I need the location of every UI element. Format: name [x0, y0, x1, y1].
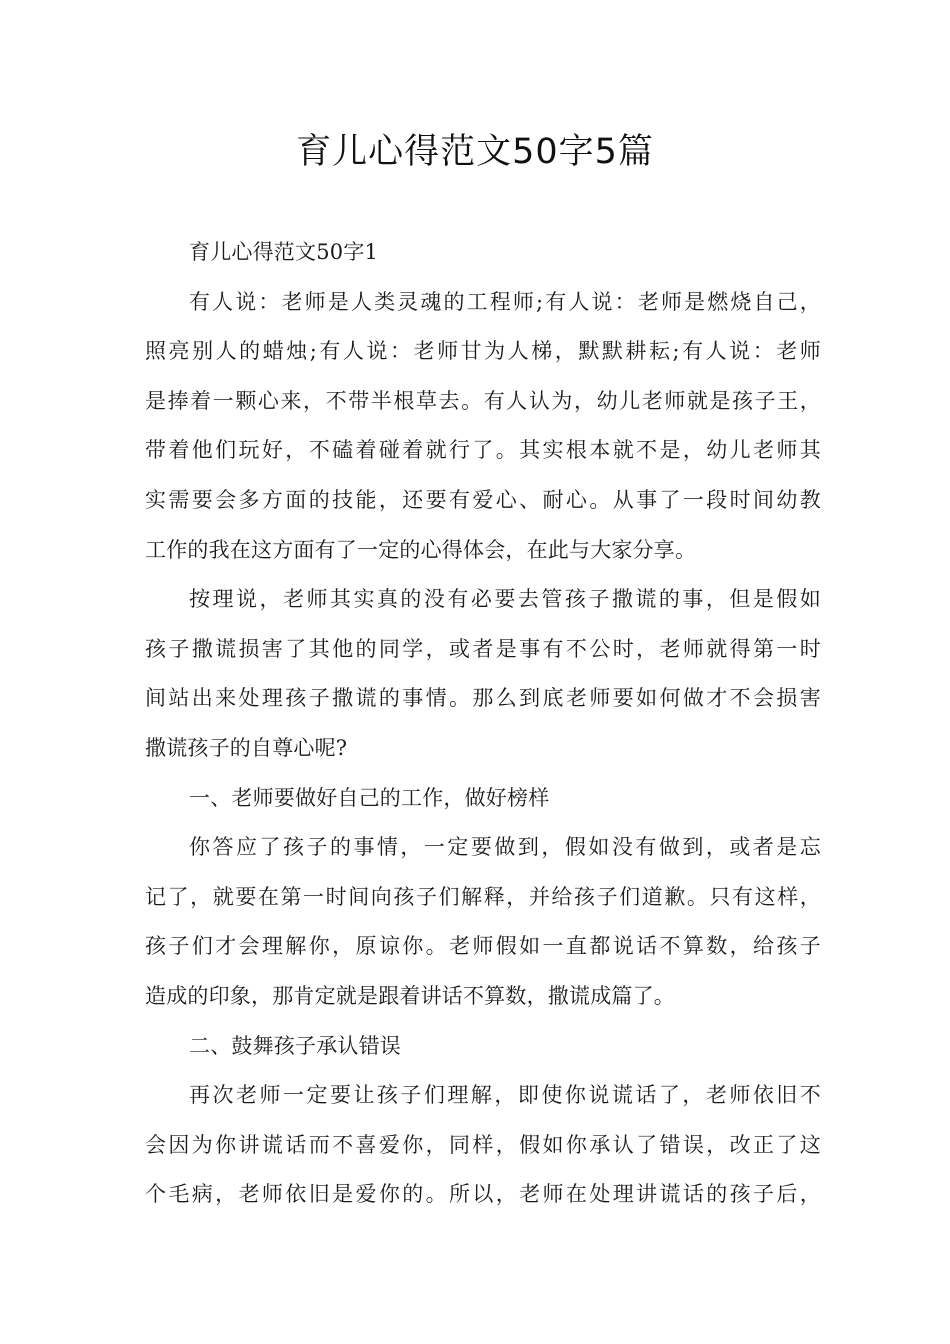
- document-title: 育儿心得范文50字5篇: [296, 132, 654, 172]
- text-line: 孩子撒谎损害了其他的同学，或者是事有不公时，老师就得第一时: [145, 636, 821, 661]
- text-line: 育儿心得范文50字1: [189, 240, 379, 264]
- text-line: 造成的印象，那肯定就是跟着讲话不算数，撒谎成篇了。: [145, 983, 675, 1008]
- text-line: 记了，就要在第一时间向孩子们解释，并给孩子们道歉。只有这样，: [145, 884, 821, 909]
- text-line: 工作的我在这方面有了一定的心得体会，在此与大家分享。: [145, 537, 697, 562]
- text-line: 间站出来处理孩子撒谎的事情。那么到底老师要如何做才不会损害: [145, 686, 821, 711]
- text-line: 带着他们玩好，不磕着碰着就行了。其实根本就不是，幼儿老师其: [145, 438, 821, 463]
- text-line: 孩子们才会理解你，原谅你。老师假如一直都说话不算数，给孩子: [145, 934, 821, 959]
- text-line: 是捧着一颗心来，不带半根草去。有人认为，幼儿老师就是孩子王，: [145, 388, 821, 413]
- text-line: 按理说，老师其实真的没有必要去管孩子撒谎的事，但是假如: [189, 587, 821, 612]
- text-line: 个毛病，老师依旧是爱你的。所以，老师在处理讲谎话的孩子后，: [145, 1182, 821, 1207]
- text-line: 你答应了孩子的事情，一定要做到，假如没有做到，或者是忘: [189, 835, 821, 860]
- text-line: 会因为你讲谎话而不喜爱你，同样，假如你承认了错误，改正了这: [145, 1132, 821, 1157]
- text-line: 有人说：老师是人类灵魂的工程师;有人说：老师是燃烧自己，: [189, 289, 821, 314]
- document-body: [145, 228, 821, 1220]
- text-line: 二、鼓舞孩子承认错误: [189, 1033, 401, 1058]
- text-line: 一、老师要做好自己的工作，做好榜样: [189, 785, 550, 810]
- text-line: 照亮别人的蜡烛;有人说：老师甘为人梯，默默耕耘;有人说：老师: [145, 339, 821, 364]
- text-line: 实需要会多方面的技能，还要有爱心、耐心。从事了一段时间幼教: [145, 487, 821, 512]
- text-line: 撒谎孩子的自尊心呢?: [145, 735, 348, 760]
- text-line: 再次老师一定要让孩子们理解，即使你说谎话了，老师依旧不: [189, 1083, 821, 1108]
